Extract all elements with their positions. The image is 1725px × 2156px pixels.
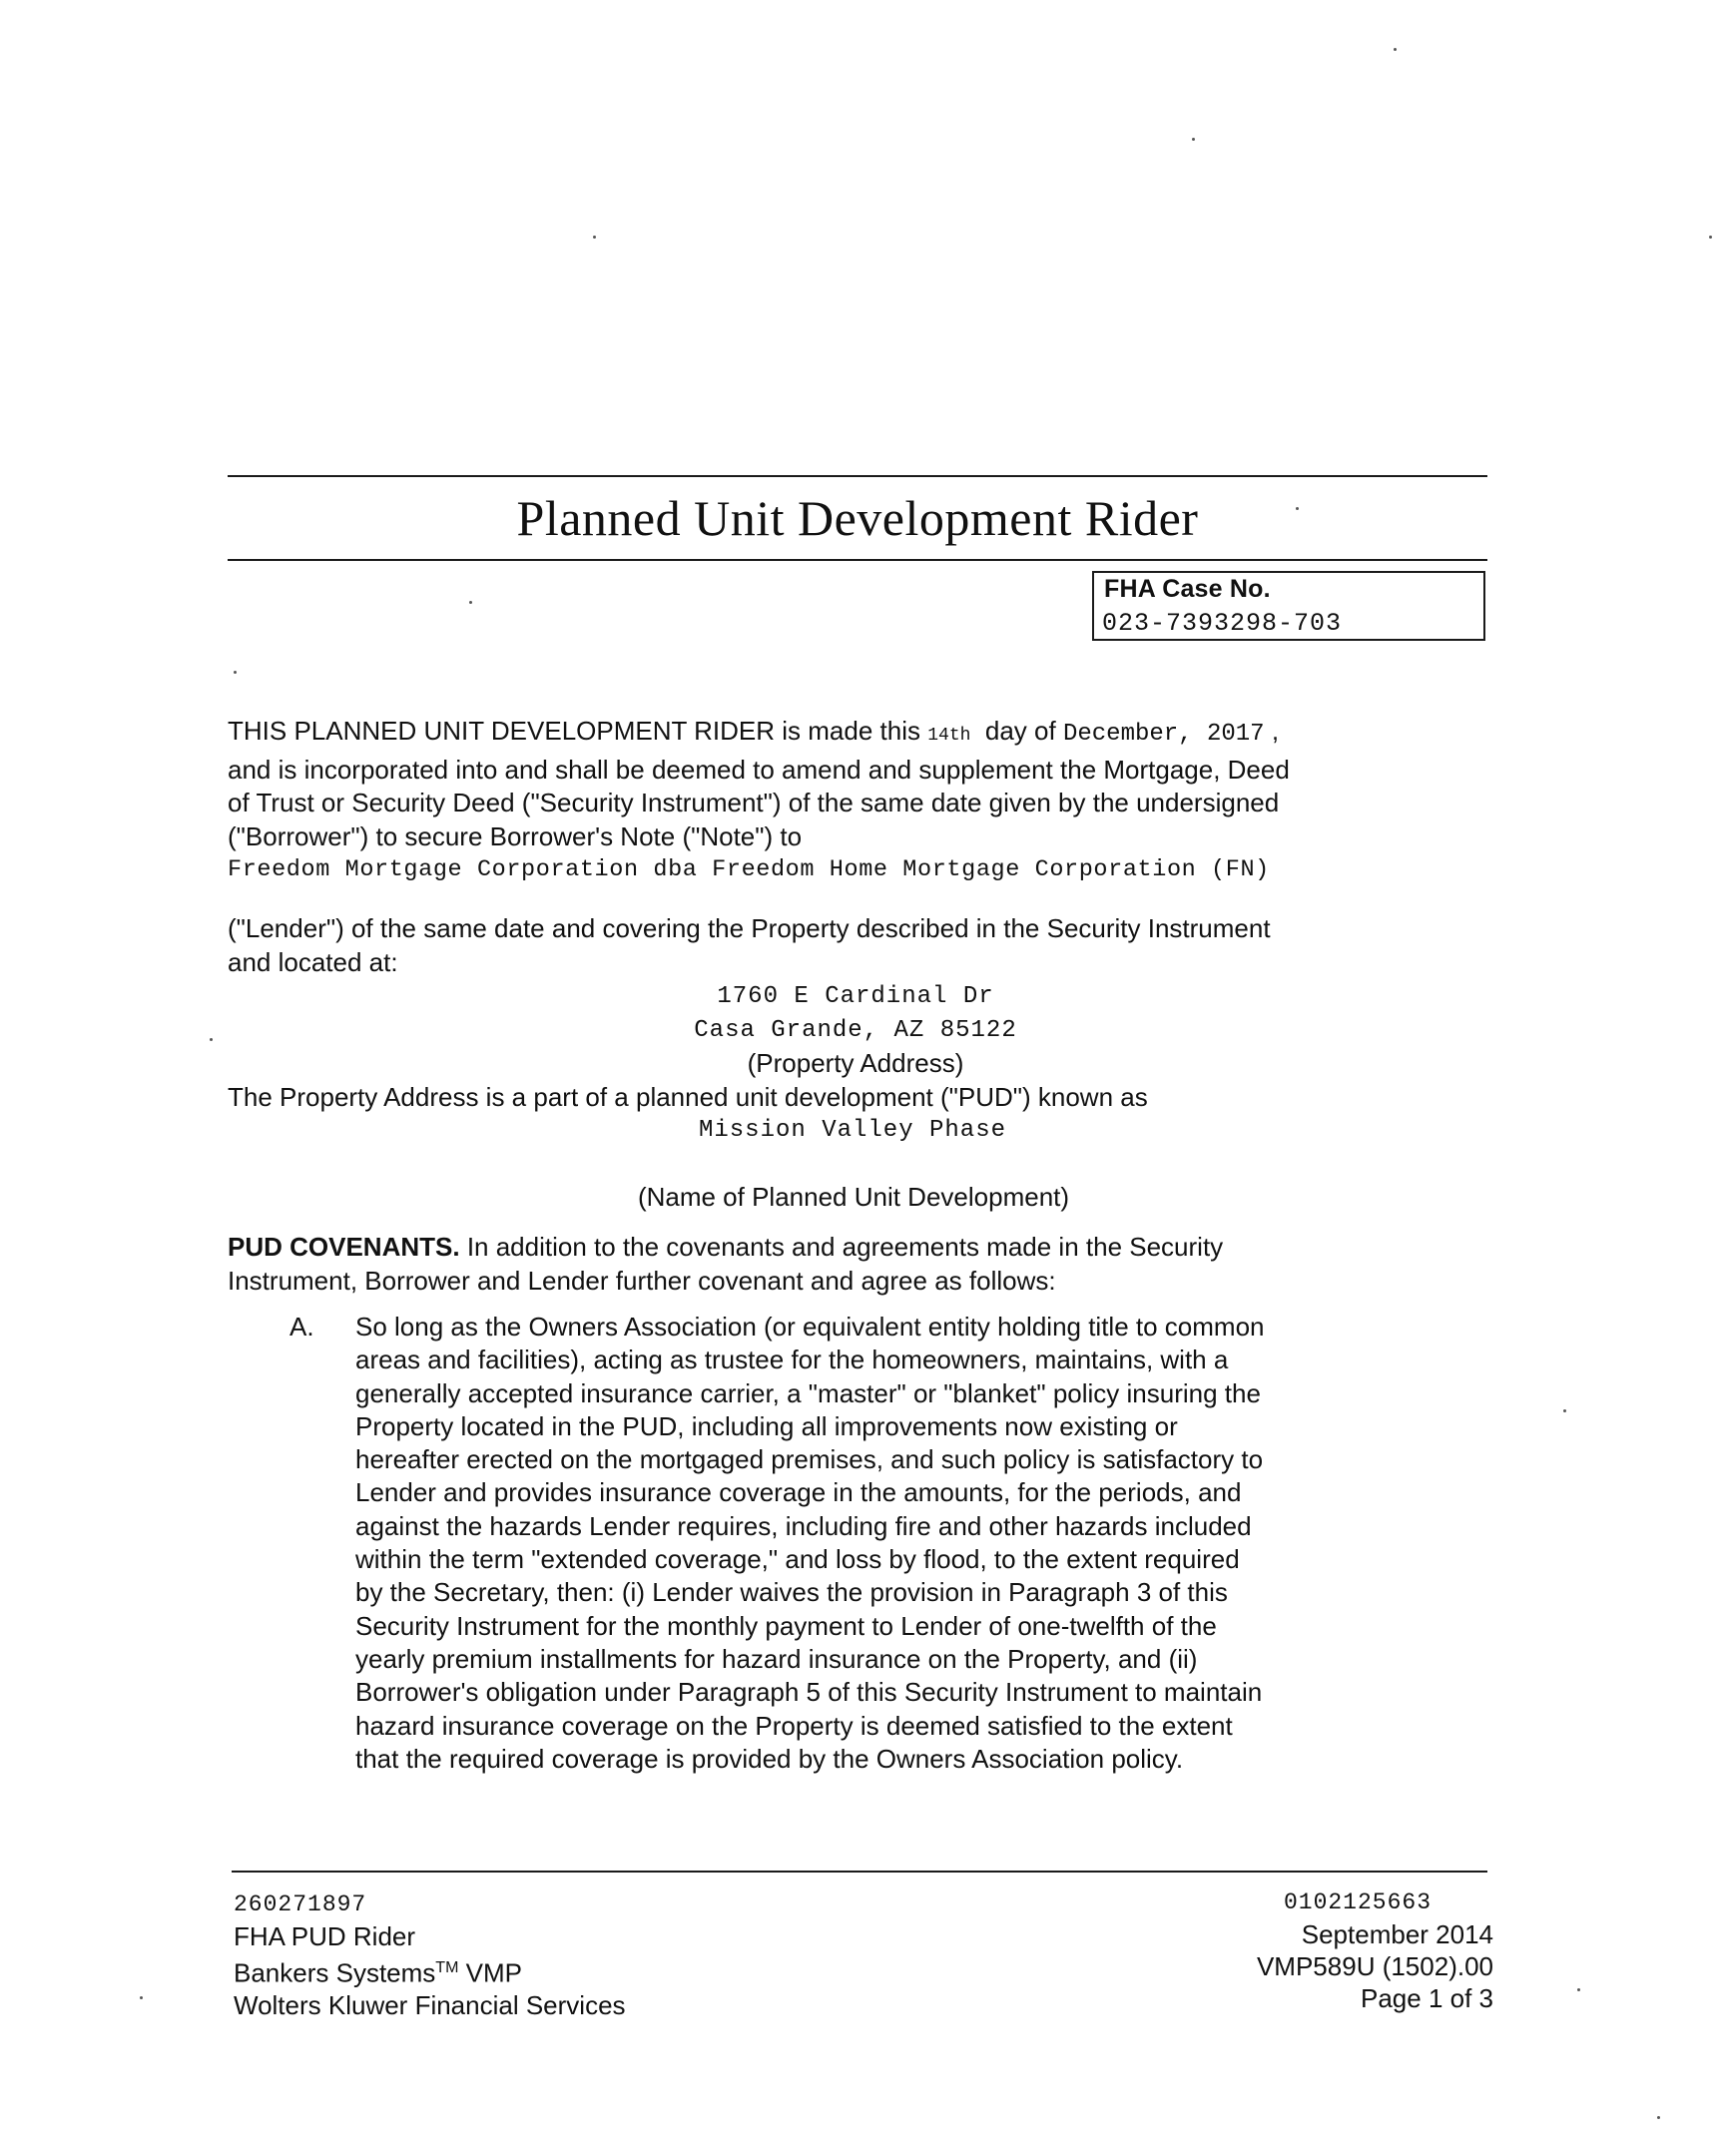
footer-form-name: FHA PUD Rider [234,1921,416,1951]
intro-line-1 [228,715,1487,754]
paragraph-a-line: within the term "extended coverage," and loss by flood, to the extent required [355,1544,1240,1575]
document-title: Planned Unit Development Rider [516,490,1199,546]
footer-right [1257,1886,1493,2014]
paragraph-a-line: Borrower's obligation under Paragraph 5 of this Security Instrument to maintain [355,1677,1263,1708]
property-block [228,980,1487,1148]
scan-speck [1563,1409,1566,1412]
lender-name: Freedom Mortgage Corporation dba Freedom Home Mortgage Corporation (FN) [228,856,1270,883]
footer-right-number: 0102125663 [1283,1889,1432,1915]
footer-trademark: TM [435,1959,459,1976]
footer-left [234,1888,626,2021]
footer-rule [232,1871,1487,1873]
footer-edition-date: September 2014 [1301,1919,1493,1949]
footer-vendor-suffix: VMP [465,1957,522,1988]
scan-speck [1192,138,1195,141]
paragraph-a-line: generally accepted insurance carrier, a "master" or "blanket" policy insuring the [355,1377,1261,1408]
paragraph-a-line: hereafter erected on the mortgaged premises, and such policy is satisfactory to [355,1444,1264,1475]
pud-name: Mission Valley Phase [698,1117,1007,1144]
property-street: 1760 E Cardinal Dr [717,983,994,1010]
intro-line-2: and is incorporated into and shall be deemed to amend and supplement the Mortgage, Deed [228,754,1290,785]
scan-speck [1296,507,1299,510]
fha-case-box [1092,571,1485,641]
footer-page-number: Page 1 of 3 [1361,1983,1493,2013]
paragraph-a-line: Security Instrument for the monthly payment to Lender of one-twelfth of the [355,1610,1217,1641]
intro-comma: , [1271,716,1280,746]
rider-date: December, 2017 [1062,721,1265,748]
footer-vendor: Bankers Systems [234,1957,436,1988]
fha-case-number: 023-7393298-703 [1102,609,1343,638]
footer-left-number: 260271897 [234,1891,367,1917]
paragraph-a-line: by the Secretary, then: (i) Lender waives the provision in Paragraph 3 of this [355,1577,1228,1608]
title-top-rule [228,475,1487,477]
paragraph-a-line: So long as the Owners Association (or equivalent entity holding title to common [355,1312,1265,1342]
intro-line-4: ("Borrower") to secure Borrower's Note ("Note") to [228,820,803,851]
footer-vendor-line [234,1952,626,1989]
intro-prefix: THIS PLANNED UNIT DEVELOPMENT RIDER is made this [228,716,920,746]
covenants-line-1-text: In addition to the covenants and agreements made in the Security [466,1232,1224,1262]
pud-caption: (Name of Planned Unit Development) [637,1182,1070,1212]
paragraph-a-line: hazard insurance coverage on the Property is deemed satisfied to the extent [355,1710,1233,1741]
pud-sentence: The Property Address is a part of a planned unit development ("PUD") known as [228,1081,1148,1112]
property-city: Casa Grande, AZ 85122 [694,1016,1017,1044]
intro-paragraph [228,715,1487,887]
paragraph-a-line: against the hazards Lender requires, including fire and other hazards included [355,1510,1252,1541]
property-address-caption: (Property Address) [747,1048,964,1078]
paragraph-a-text [355,1311,1443,1776]
title-bottom-rule [228,559,1487,561]
paragraph-a-line: yearly premium installments for hazard insurance on the Property, and (ii) [355,1643,1198,1674]
paragraph-a-line: that the required coverage is provided by the Owners Association policy. [355,1743,1184,1774]
footer-form-code: VMP589U (1502).00 [1256,1951,1493,1981]
scan-speck [210,1038,213,1041]
paragraph-a-line: Lender and provides insurance coverage in the amounts, for the periods, and [355,1477,1242,1508]
fha-case-label: FHA Case No. [1104,575,1271,603]
rider-day: 14th [927,726,971,746]
covenants-line-2: Instrument, Borrower and Lender further covenant and agree as follows: [228,1265,1056,1296]
paragraph-a-marker: A. [289,1312,314,1342]
scan-speck [469,601,472,604]
covenants-line-1 [228,1231,1487,1265]
lender-line-1: ("Lender") of the same date and covering the Property described in the Security Instrument [228,913,1271,943]
scan-speck [1657,2116,1660,2119]
scan-speck [140,1996,143,1999]
scan-speck [1709,236,1712,239]
covenants-paragraph [228,1231,1487,1298]
scan-speck [1577,1988,1580,1991]
lender-paragraph [228,912,1487,979]
lender-line-2: and located at: [228,946,398,977]
intro-line-3: of Trust or Security Deed ("Security Instrument") of the same date given by the undersigned [228,788,1280,817]
paragraph-a-line: Property located in the PUD, including all improvements now existing or [355,1410,1178,1441]
intro-day-of: day of [984,716,1056,746]
paragraph-a-line: areas and facilities), acting as trustee for the homeowners, maintains, with a [355,1345,1229,1375]
covenants-heading: PUD COVENANTS. [228,1232,460,1262]
footer-company: Wolters Kluwer Financial Services [234,1989,626,2020]
scan-speck [234,671,237,674]
scan-speck [1394,48,1397,51]
scan-speck [593,236,596,239]
